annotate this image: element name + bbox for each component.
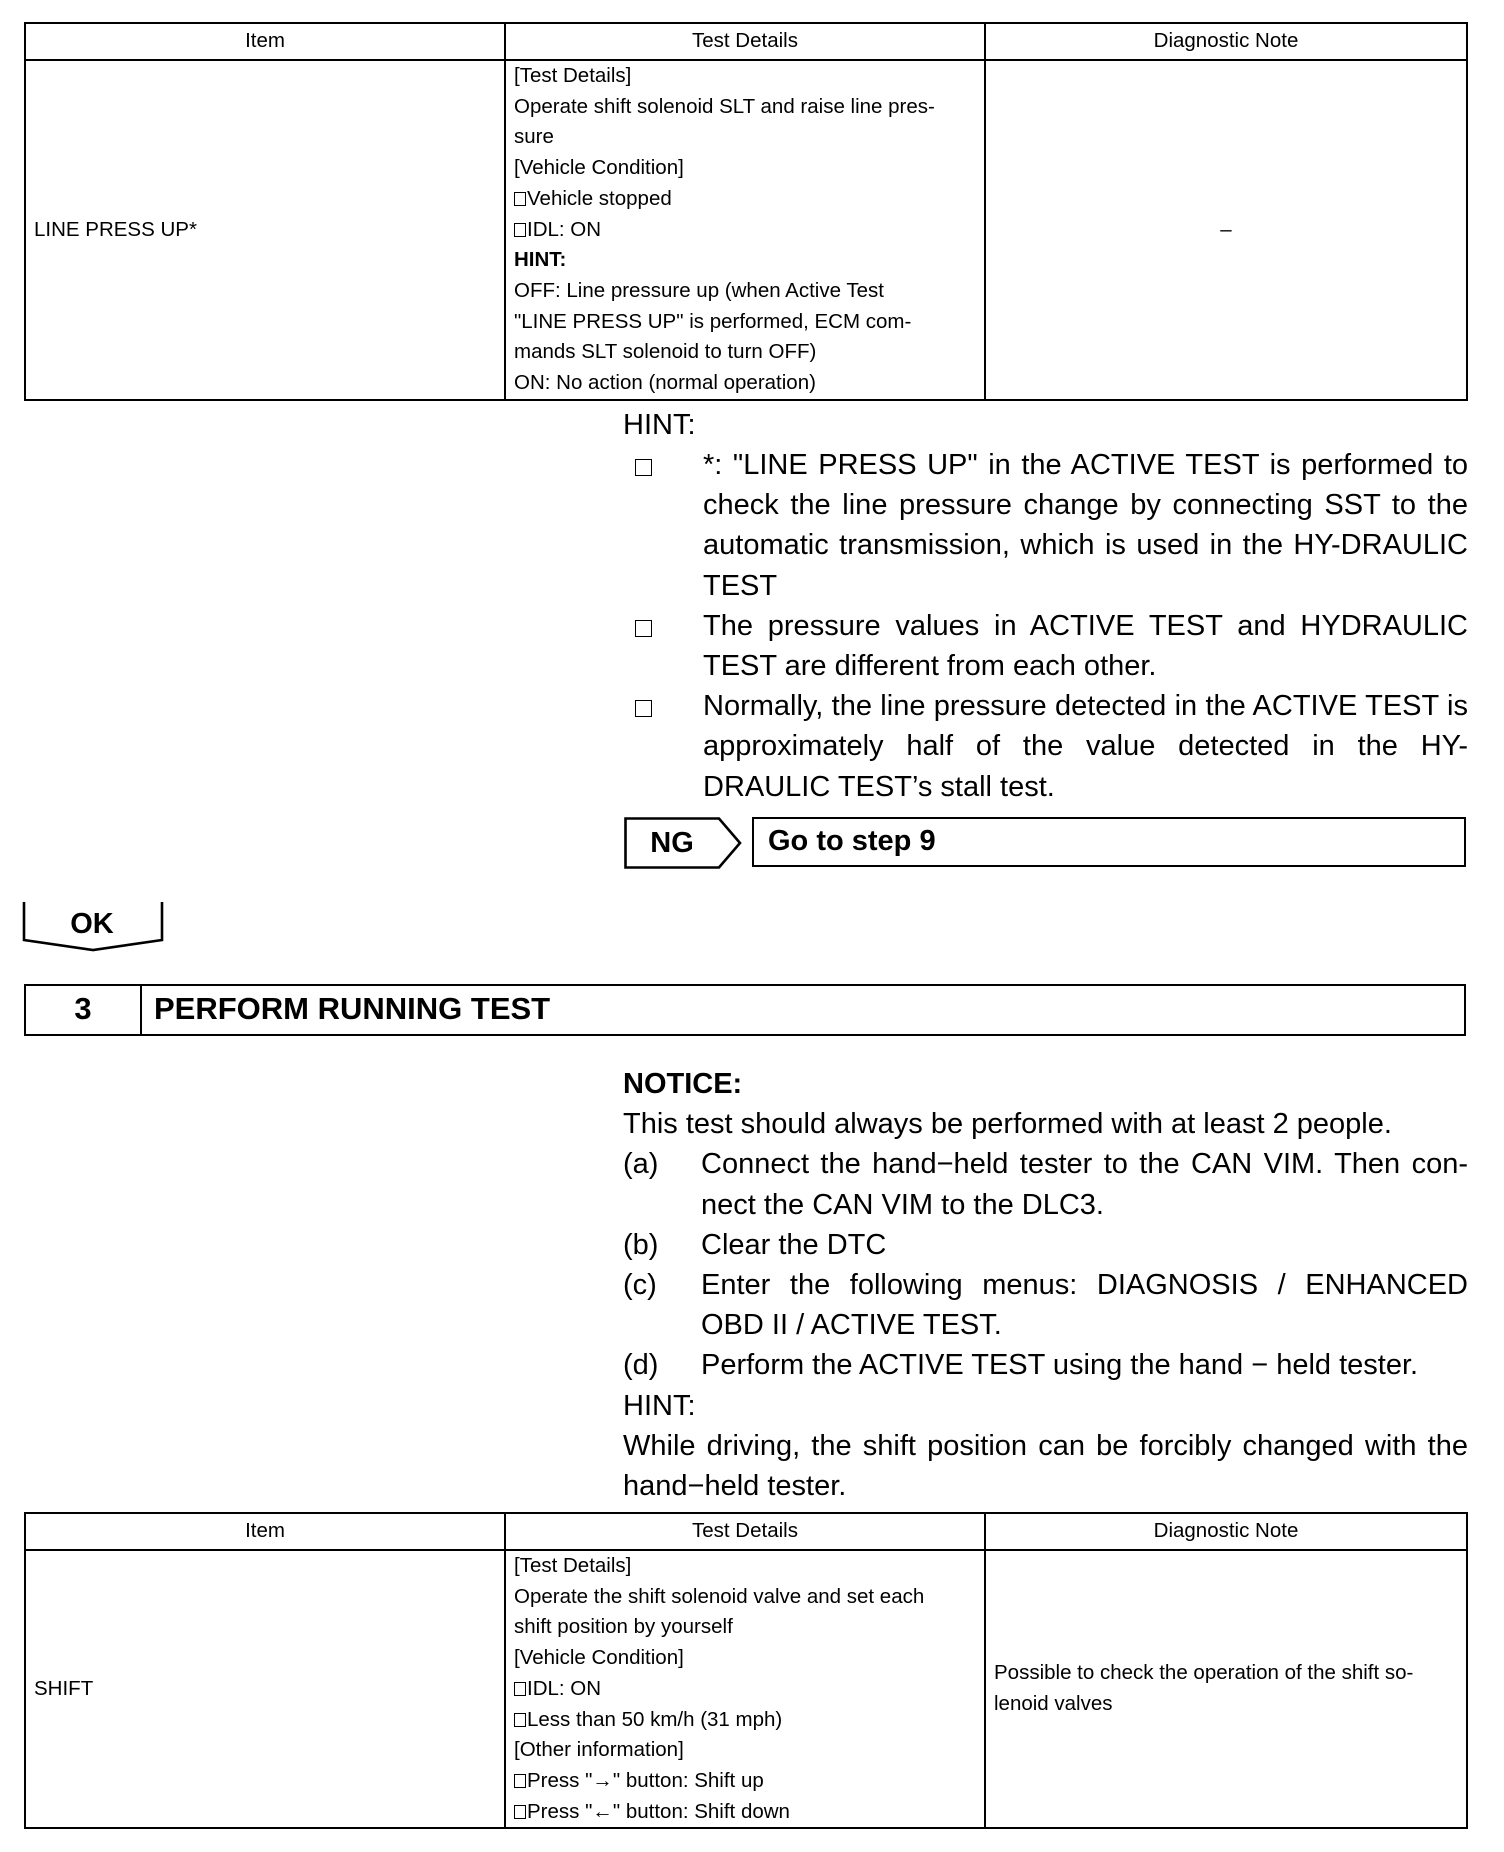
header-test-details: Test Details: [505, 23, 985, 60]
ok-label: OK: [70, 908, 114, 940]
table-header-row: [25, 1513, 1467, 1550]
detail-line: [Other information]: [514, 1738, 684, 1762]
notice-section: [623, 1064, 1468, 1506]
step-title: PERFORM RUNNING TEST: [154, 991, 551, 1026]
detail-line: mands SLT solenoid to turn OFF): [514, 340, 817, 364]
detail-line: IDL: ON: [514, 215, 976, 246]
table-row: [25, 60, 1467, 400]
detail-line: ON: No action (normal operation): [514, 371, 816, 395]
ng-label: NG: [650, 827, 694, 859]
checkbox-bullet-icon: [635, 459, 652, 476]
test-details-lines: [514, 1551, 976, 1827]
header-item: Item: [25, 23, 505, 60]
checkbox-bullet-icon: [635, 620, 652, 637]
table-row: [25, 1550, 1467, 1828]
list-item: (d) Perform the ACTIVE TEST using the hand − held tester.: [623, 1345, 1468, 1385]
item-cell: LINE PRESS UP*: [25, 60, 505, 400]
list-item: (a) Connect the hand−held tester to the CAN VIM. Then con-nect the CAN VIM to the DLC3.: [623, 1144, 1468, 1224]
line-press-table: [24, 22, 1468, 401]
notice-text: This test should always be performed with at least 2 people.: [623, 1108, 1392, 1141]
item-cell: SHIFT: [25, 1550, 505, 1828]
hint-label: HINT:: [623, 1389, 696, 1422]
detail-line: "LINE PRESS UP" is performed, ECM com-: [514, 309, 912, 333]
detail-line: [Vehicle Condition]: [514, 156, 684, 180]
list-item: (c) Enter the following menus: DIAGNOSIS / ENHANCED OBD II / ACTIVE TEST.: [623, 1265, 1468, 1345]
go-to-step-9-link[interactable]: Go to step 9: [752, 817, 1466, 867]
list-item: *: "LINE PRESS UP" in the ACTIVE TEST is performed to check the line pressure change by connecting SST to the automatic transmission, which is used in the HY-DRAULIC TEST: [623, 445, 1468, 606]
test-details-lines: [514, 61, 976, 399]
diagnostic-note-cell: –: [985, 60, 1467, 400]
ng-branch: [624, 817, 742, 869]
list-item: (b) Clear the DTC: [623, 1225, 1468, 1265]
header-item: Item: [25, 1513, 505, 1550]
detail-line: shift position by yourself: [514, 1615, 733, 1639]
hint-text: While driving, the shift position can be forcibly changed with the hand−held tester.: [623, 1429, 1468, 1503]
detail-line: [Vehicle Condition]: [514, 1646, 684, 1670]
shift-table: [24, 1512, 1468, 1829]
detail-line: Press "←" button: Shift down: [514, 1797, 976, 1828]
list-item: Normally, the line pressure detected in the ACTIVE TEST is approximately half of the value detected in the HY-DRAULIC TEST’s stall test.: [623, 686, 1468, 807]
detail-line: Less than 50 km/h (31 mph): [514, 1705, 976, 1736]
detail-line: [Test Details]: [514, 64, 632, 87]
detail-line: Vehicle stopped: [514, 184, 976, 215]
step-marker: (a): [623, 1148, 659, 1181]
step-marker: (b): [623, 1228, 659, 1261]
detail-line: [Test Details]: [514, 1554, 632, 1577]
detail-line: HINT:: [514, 248, 567, 272]
hint-bullet-list: [623, 445, 1468, 807]
detail-line: IDL: ON: [514, 1674, 976, 1705]
step-number: 3: [26, 986, 142, 1034]
hint-label: HINT:: [623, 409, 696, 441]
checkbox-bullet-icon: [635, 700, 652, 717]
list-item: The pressure values in ACTIVE TEST and HYDRAULIC TEST are different from each other.: [623, 606, 1468, 686]
ok-branch: [22, 902, 164, 952]
step-marker: (d): [623, 1349, 659, 1382]
table-header-row: [25, 23, 1467, 60]
detail-line: sure: [514, 125, 554, 149]
test-details-cell: [505, 1550, 985, 1828]
diagnostic-note-cell: [985, 1550, 1467, 1828]
step-header: [24, 984, 1466, 1036]
detail-line: Press "→" button: Shift up: [514, 1766, 976, 1797]
header-diagnostic-note: Diagnostic Note: [985, 23, 1467, 60]
note-line: lenoid valves: [994, 1692, 1113, 1716]
test-details-cell: [505, 60, 985, 400]
detail-line: OFF: Line pressure up (when Active Test: [514, 278, 884, 302]
notice-label: NOTICE:: [623, 1068, 743, 1100]
step-marker: (c): [623, 1269, 657, 1302]
detail-line: Operate the shift solenoid valve and set each: [514, 1584, 925, 1608]
header-test-details: Test Details: [505, 1513, 985, 1550]
header-diagnostic-note: Diagnostic Note: [985, 1513, 1467, 1550]
detail-line: Operate shift solenoid SLT and raise line pres-: [514, 94, 935, 118]
note-line: Possible to check the operation of the shift so-: [994, 1661, 1414, 1685]
